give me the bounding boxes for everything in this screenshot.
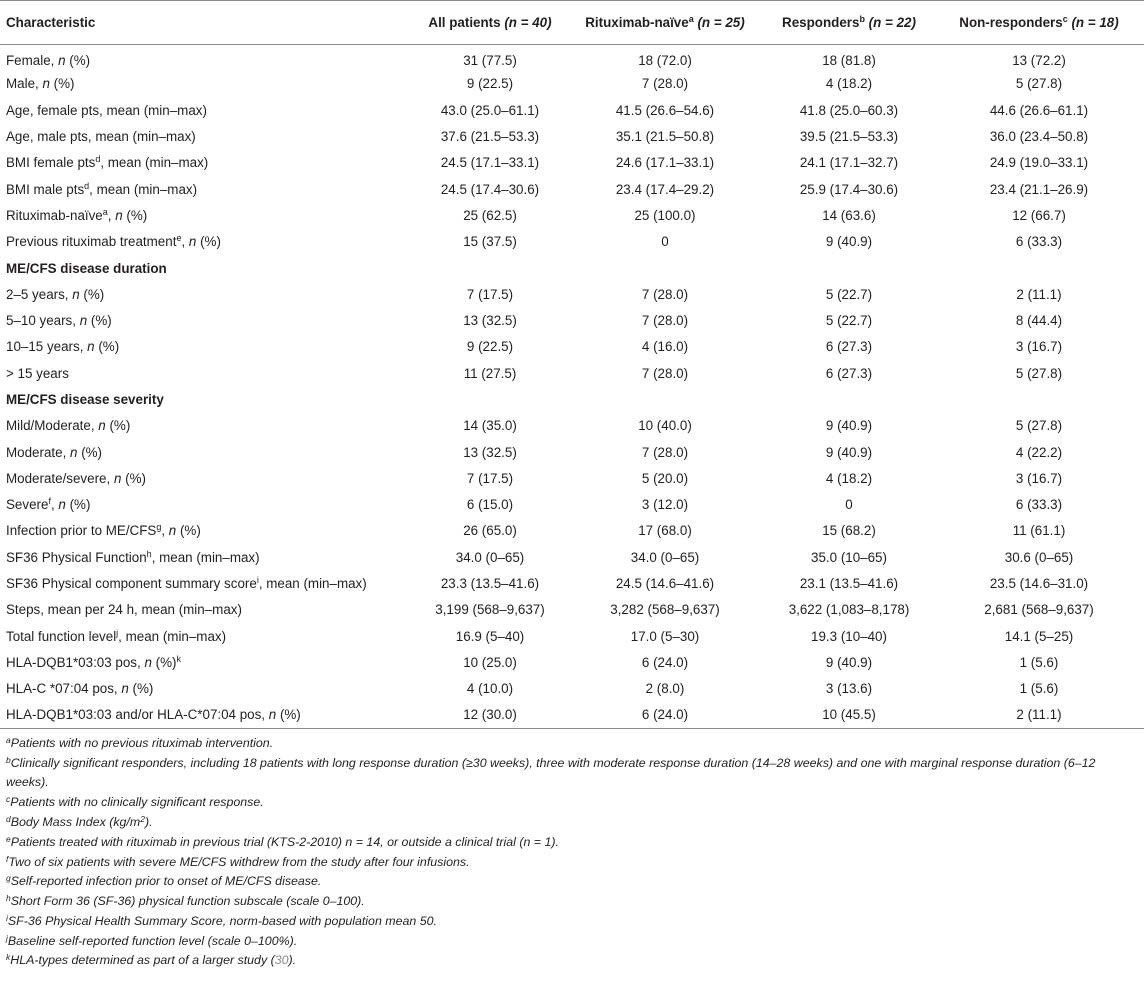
table-row: [0, 123, 1144, 149]
footnote-a: $^a$Patients with no previous rituximab intervention.: [6, 734, 274, 750]
table-row: [0, 71, 1144, 97]
cell-all: 13 (32.5): [463, 444, 517, 460]
table-row: [0, 492, 1144, 518]
table-row: [0, 570, 1144, 596]
row-label: HLA-DQB1*03:03 pos, n (%)$^k$: [6, 653, 181, 670]
cell-all: 13 (32.5): [463, 313, 517, 329]
cell-non-responders: 14.1 (5–25): [1004, 628, 1074, 644]
table-row: [0, 544, 1144, 570]
table-row: [0, 281, 1144, 307]
row-label: Previous rituximab treatment$^e$, n (%): [6, 233, 221, 250]
cell-non-responders: 30.6 (0–65): [1004, 549, 1074, 565]
cell-responders: 4 (18.2): [825, 76, 873, 92]
cell-naive: 7 (28.0): [641, 365, 689, 381]
cell-responders: 23.1 (13.5–41.6): [799, 576, 899, 592]
cell-all: 24.5 (17.1–33.1): [440, 155, 540, 171]
cell-all: 23.3 (13.5–41.6): [440, 576, 540, 592]
cell-naive: 3 (12.0): [641, 497, 689, 513]
section-header-row: [0, 386, 1144, 412]
table-row: [0, 465, 1144, 491]
cell-non-responders: 44.6 (26.6–61.1): [989, 102, 1089, 118]
citation-link[interactable]: 30: [274, 953, 289, 968]
cell-non-responders: 1 (5.6): [1019, 654, 1059, 670]
cell-all: 3,199 (568–9,637): [435, 602, 545, 618]
footnote-e: $^e$Patients treated with rituximab in previous trial (KTS-2-2010) n = 14, or outside a clinical trial (n = 1).: [6, 833, 559, 849]
table-row: [0, 307, 1144, 333]
cell-responders: 35.0 (10–65): [811, 549, 887, 565]
row-label: HLA-C *07:04 pos, n (%): [6, 681, 154, 697]
cell-responders: 6 (27.3): [825, 365, 873, 381]
cell-all: 15 (37.5): [463, 234, 517, 250]
cell-naive: 41.5 (26.6–54.6): [615, 102, 715, 118]
table-row: [0, 360, 1144, 386]
table-row: [0, 229, 1144, 255]
cell-non-responders: 8 (44.4): [1015, 313, 1063, 329]
cell-naive: 24.6 (17.1–33.1): [615, 155, 715, 171]
cell-naive: 5 (20.0): [641, 470, 689, 486]
cell-responders: 5 (22.7): [825, 313, 873, 329]
cell-all: 34.0 (0–65): [455, 549, 525, 565]
cell-naive: 25 (100.0): [634, 207, 696, 223]
cell-responders: 4 (18.2): [825, 470, 873, 486]
table-row: [0, 176, 1144, 202]
cell-responders: 0: [845, 497, 853, 513]
cell-naive: 34.0 (0–65): [630, 549, 700, 565]
cell-all: 7 (17.5): [466, 286, 514, 302]
row-label: 2–5 years, n (%): [6, 286, 105, 302]
header-characteristic: Characteristic: [0, 1, 414, 45]
cell-all: 9 (22.5): [466, 339, 514, 355]
row-label: BMI male pts$^d$, mean (min–max): [6, 180, 198, 197]
table-row: [0, 518, 1144, 544]
header-all-patients: All patients (n = 40): [414, 1, 566, 45]
cell-responders: 19.3 (10–40): [811, 628, 887, 644]
cell-non-responders: 6 (33.3): [1015, 234, 1063, 250]
cell-non-responders: 36.0 (23.4–50.8): [989, 129, 1089, 145]
row-label: SF36 Physical Function$^h$, mean (min–max): [6, 548, 260, 565]
cell-non-responders: 3 (16.7): [1015, 339, 1063, 355]
cell-naive: 7 (28.0): [641, 444, 689, 460]
cell-all: 7 (17.5): [466, 470, 514, 486]
cell-non-responders: 13 (72.2): [1012, 53, 1066, 69]
cell-naive: 23.4 (17.4–29.2): [615, 181, 715, 197]
table-row: [0, 150, 1144, 176]
footnotes: [0, 729, 1144, 972]
cell-non-responders: 6 (33.3): [1015, 497, 1063, 513]
cell-naive: 0: [661, 234, 669, 250]
cell-naive: 7 (28.0): [641, 286, 689, 302]
cell-non-responders: 3 (16.7): [1015, 470, 1063, 486]
cell-naive: 17.0 (5–30): [630, 628, 700, 644]
cell-responders: 9 (40.9): [825, 654, 873, 670]
cell-all: 26 (65.0): [463, 523, 517, 539]
footnote-i: $^i$SF-36 Physical Health Summary Score, norm-based with population mean 50.: [6, 912, 437, 928]
cell-non-responders: 24.9 (19.0–33.1): [989, 155, 1089, 171]
cell-responders: 14 (63.6): [822, 207, 876, 223]
cell-naive: 18 (72.0): [638, 53, 692, 69]
cell-non-responders: 5 (27.8): [1015, 365, 1063, 381]
cell-responders: 9 (40.9): [825, 234, 873, 250]
cell-responders: 9 (40.9): [825, 444, 873, 460]
cell-naive: 4 (16.0): [641, 339, 689, 355]
row-label: BMI female pts$^d$, mean (min–max): [6, 154, 209, 171]
header-rituximab-naive: Rituximab-naïve$^a$ (n = 25): [566, 1, 764, 45]
cell-responders: 24.1 (17.1–32.7): [799, 155, 899, 171]
cell-naive: 10 (40.0): [638, 418, 692, 434]
cell-responders: 3,622 (1,083–8,178): [788, 602, 910, 618]
cell-naive: 17 (68.0): [638, 523, 692, 539]
cell-naive: 24.5 (14.6–41.6): [615, 576, 715, 592]
cell-non-responders: 12 (66.7): [1012, 207, 1066, 223]
row-label: Age, female pts, mean (min–max): [6, 102, 207, 118]
row-label: Moderate, n (%): [6, 444, 103, 460]
cell-non-responders: 2,681 (568–9,637): [984, 602, 1094, 618]
row-label: Infection prior to ME/CFS$^g$, n (%): [6, 522, 201, 539]
cell-responders: 9 (40.9): [825, 418, 873, 434]
cell-responders: 39.5 (21.5–53.3): [799, 129, 899, 145]
footnote-h: $^h$Short Form 36 (SF-36) physical function subscale (scale 0–100).: [6, 893, 365, 909]
cell-naive: 6 (24.0): [641, 654, 689, 670]
cell-all: 12 (30.0): [414, 702, 566, 728]
cell-non-responders: 11 (61.1): [1012, 523, 1066, 539]
cell-naive: 7 (28.0): [641, 313, 689, 329]
table-row: [0, 45, 1144, 71]
row-label: Severe$^f$, n (%): [6, 496, 91, 513]
footnote-g: $^g$Self-reported infection prior to onset of ME/CFS disease.: [6, 873, 322, 889]
row-label: HLA-DQB1*03:03 and/or HLA-C*07:04 pos, n (%): [0, 702, 414, 728]
header-non-responders: Non-responders$^c$ (n = 18): [934, 1, 1144, 45]
row-label: > 15 years: [6, 365, 69, 381]
cell-naive: 35.1 (21.5–50.8): [615, 129, 715, 145]
cell-naive: 7 (28.0): [641, 76, 689, 92]
cell-non-responders: 5 (27.8): [1015, 76, 1063, 92]
table-row: [0, 702, 1144, 728]
cell-responders: 10 (45.5): [764, 702, 934, 728]
cell-naive: 3,282 (568–9,637): [610, 602, 720, 618]
cell-non-responders: 5 (27.8): [1015, 418, 1063, 434]
table-row: [0, 413, 1144, 439]
row-label: Male, n (%): [6, 76, 75, 92]
cell-all: 4 (10.0): [466, 681, 514, 697]
row-label: Age, male pts, mean (min–max): [6, 129, 196, 145]
row-label: Rituximab-naïve$^a$, n (%): [6, 206, 148, 223]
header-row: [0, 1, 1144, 45]
table-row: [0, 623, 1144, 649]
footnote-j: $^j$Baseline self-reported function level (scale 0–100%).: [6, 932, 298, 948]
cell-responders: 5 (22.7): [825, 286, 873, 302]
cell-non-responders: 23.4 (21.1–26.9): [989, 181, 1089, 197]
cell-non-responders: 1 (5.6): [1019, 681, 1059, 697]
cell-non-responders: 4 (22.2): [1015, 444, 1063, 460]
cell-all: 9 (22.5): [466, 76, 514, 92]
footnote-d: $^d$Body Mass Index $(kg/m^2)$.: [6, 813, 153, 829]
cell-responders: 3 (13.6): [825, 681, 873, 697]
cell-all: 37.6 (21.5–53.3): [440, 129, 540, 145]
footnote-c: $^c$Patients with no clinically significant response.: [6, 794, 264, 810]
section-severity-title: ME/CFS disease severity: [6, 392, 164, 407]
cell-responders: 6 (27.3): [825, 339, 873, 355]
footnote-k: $^k$HLA-types determined as part of a larger study (30).: [6, 952, 297, 968]
cell-all: 25 (62.5): [463, 207, 517, 223]
cell-all: 11 (27.5): [463, 365, 517, 381]
section-duration-title: ME/CFS disease duration: [6, 260, 167, 276]
table-row: [0, 676, 1144, 702]
table-row: [0, 334, 1144, 360]
cell-naive: 6 (24.0): [566, 702, 764, 728]
table-row: [0, 649, 1144, 675]
row-label: Mild/Moderate, n (%): [6, 418, 131, 434]
cell-all: 6 (15.0): [466, 497, 514, 513]
section-header-row: [0, 255, 1144, 281]
table-row: [0, 202, 1144, 228]
row-label: 5–10 years, n (%): [6, 313, 112, 329]
cell-all: 10 (25.0): [463, 654, 517, 670]
cell-responders: 41.8 (25.0–60.3): [799, 102, 899, 118]
cell-naive: 2 (8.0): [645, 681, 685, 697]
cell-responders: 18 (81.8): [822, 53, 876, 69]
row-label: Moderate/severe, n (%): [6, 470, 146, 486]
cell-all: 43.0 (25.0–61.1): [440, 102, 540, 118]
row-label: Steps, mean per 24 h, mean (min–max): [6, 602, 242, 618]
row-label: Total function level$^j$, mean (min–max): [6, 627, 227, 644]
row-label: Female, n (%): [6, 53, 91, 69]
header-responders: Responders$^b$ (n = 22): [764, 1, 934, 45]
table-row: [0, 97, 1144, 123]
cell-all: 16.9 (5–40): [455, 628, 525, 644]
cell-all: 31 (77.5): [463, 53, 517, 69]
row-label: 10–15 years, n (%): [6, 339, 120, 355]
row-label: SF36 Physical component summary score$^i$, mean (min–max): [6, 575, 367, 592]
table-row: [0, 597, 1144, 623]
cell-responders: 15 (68.2): [822, 523, 876, 539]
footnote-f: $^f$Two of six patients with severe ME/CFS withdrew from the study after four infusions.: [6, 853, 470, 869]
footnote-b: $^b$Clinically significant responders, including 18 patients with long response duration (≥30 weeks), three with moderate response duration (14–28 weeks) and one with marginal response duration (6–12 weeks).: [6, 754, 1096, 790]
cell-non-responders: 2 (11.1): [1016, 286, 1062, 302]
cell-non-responders: 2 (11.1): [934, 702, 1144, 728]
cell-responders: 25.9 (17.4–30.6): [799, 181, 899, 197]
cell-all: 24.5 (17.4–30.6): [440, 181, 540, 197]
cell-all: 14 (35.0): [463, 418, 517, 434]
table-row: [0, 439, 1144, 465]
cell-non-responders: 23.5 (14.6–31.0): [989, 576, 1089, 592]
